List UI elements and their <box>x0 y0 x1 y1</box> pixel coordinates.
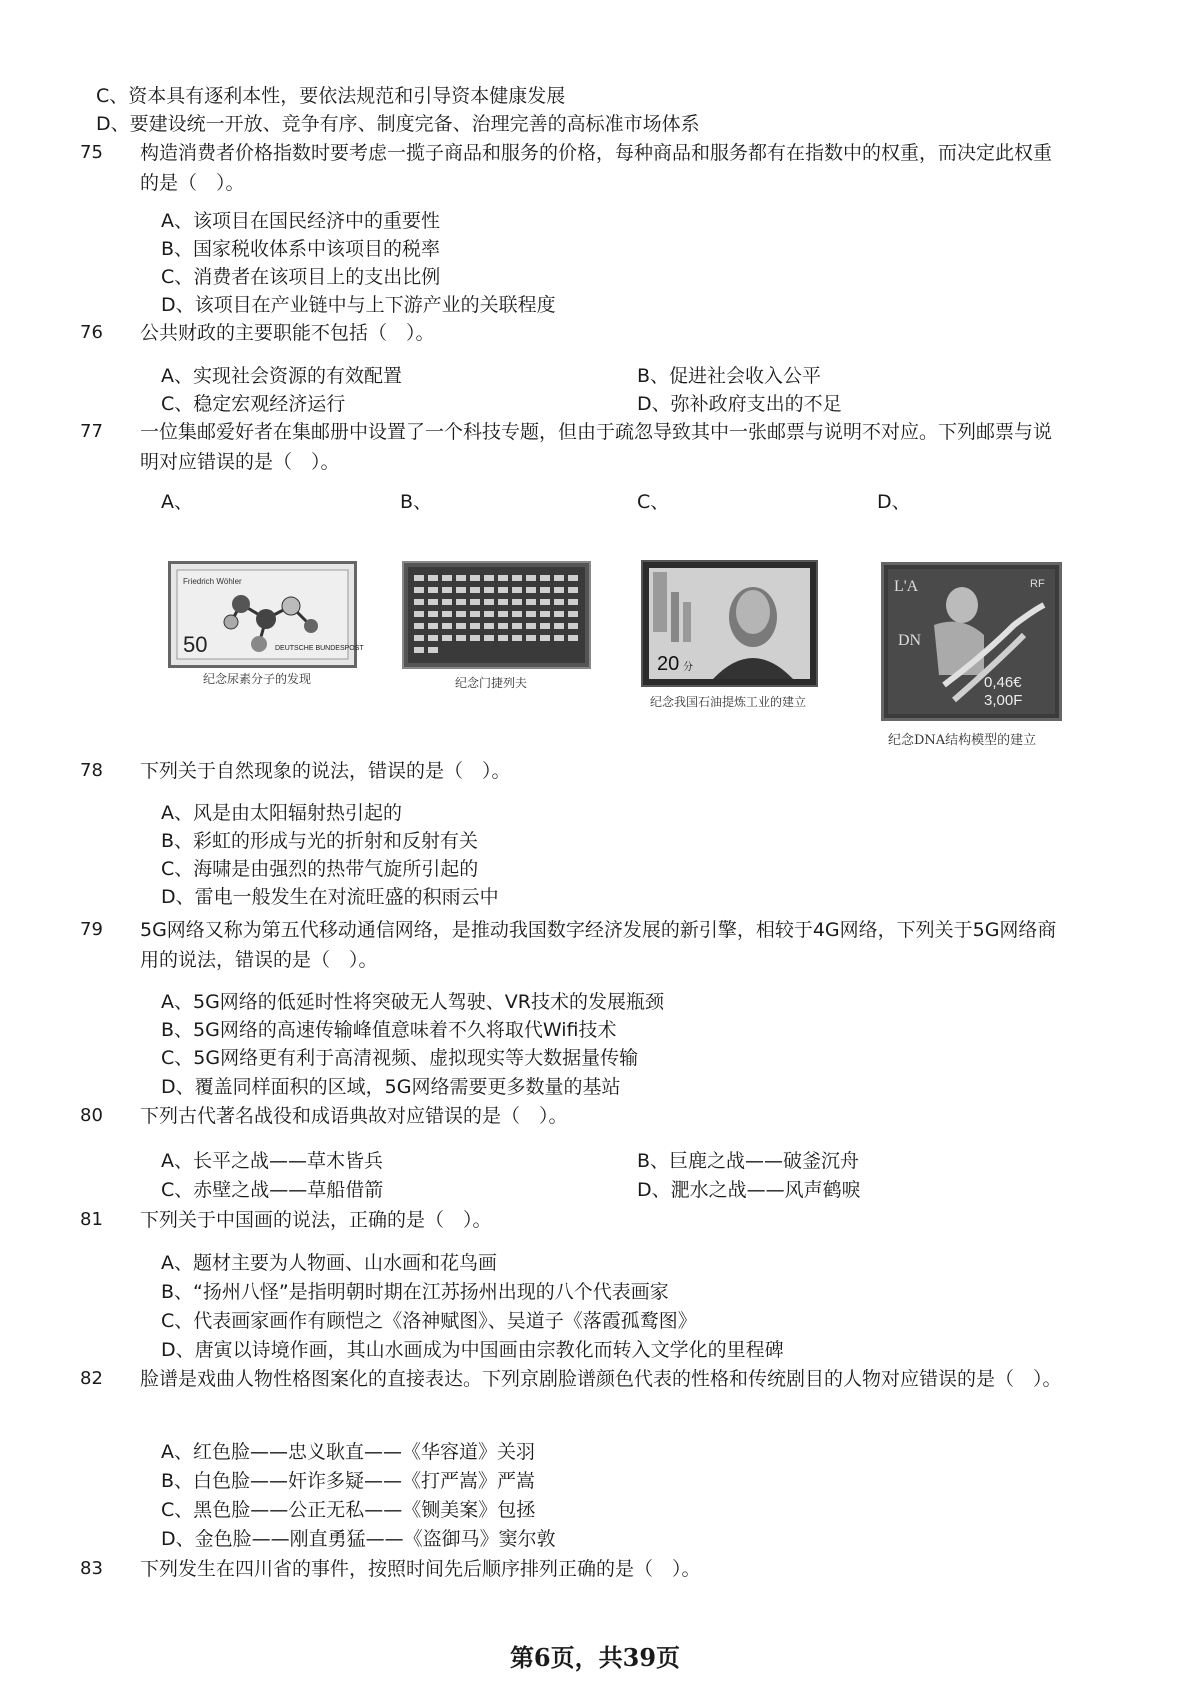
stamp-label-b: B、 <box>400 491 433 513</box>
stamp-d-text-mid: DN <box>898 632 922 649</box>
question-76-option-c: C、稳定宏观经济运行 <box>161 393 346 415</box>
question-80-option-a: A、长平之战——草木皆兵 <box>161 1150 383 1172</box>
question-81-option-a: A、题材主要为人物画、山水画和花鸟画 <box>161 1252 497 1274</box>
question-82-number: 82 <box>80 1368 103 1389</box>
stamp-label-d: D、 <box>877 491 911 513</box>
question-79-option-b: B、5G网络的高速传输峰值意味着不久将取代Wifi技术 <box>161 1019 617 1041</box>
question-77-stem: 一位集邮爱好者在集邮册中设置了一个科技专题，但由于疏忽导致其中一张邮票与说明不对应。下列邮票与说明对应错误的是（ ）。 <box>140 421 1053 473</box>
stamp-label-a: A、 <box>161 491 193 513</box>
stamp-a-country: DEUTSCHE BUNDESPOST <box>275 645 364 652</box>
stamp-label-c: C、 <box>637 491 670 513</box>
caption-c: 纪念我国石油提炼工业的建立 <box>650 695 807 709</box>
stamp-c-unit: 分 <box>683 662 693 673</box>
question-80-option-d: D、淝水之战——风声鹤唳 <box>637 1179 861 1201</box>
question-75-option-c: C、消费者在该项目上的支出比例 <box>161 266 441 288</box>
carryover-option-c: C、资本具有逐利本性，要依法规范和引导资本健康发展 <box>96 85 566 107</box>
caption-a: 纪念尿素分子的发现 <box>203 672 312 686</box>
stamp-c-petroleum <box>641 560 818 687</box>
question-82-stem: 脸谱是戏曲人物性格图案化的直接表达。下列京剧脸谱颜色代表的性格和传统剧目的人物对应错误的是（ ）。 <box>140 1368 1062 1390</box>
carryover-option-d: D、要建设统一开放、竞争有序、制度完备、治理完善的高标准市场体系 <box>96 113 700 135</box>
stamp-c-value: 20 <box>657 653 680 675</box>
question-78-option-a: A、风是由太阳辐射热引起的 <box>161 802 402 824</box>
stamp-a-name: Friedrich Wöhler <box>183 577 242 586</box>
question-76-number: 76 <box>80 322 103 343</box>
question-82-option-c: C、黑色脸——公正无私——《铡美案》包拯 <box>161 1499 536 1521</box>
stamp-a-urea <box>168 561 364 668</box>
question-76-option-d: D、弥补政府支出的不足 <box>637 393 842 415</box>
question-75-option-a: A、该项目在国民经济中的重要性 <box>161 210 440 232</box>
question-82-option-b: B、白色脸——奸诈多疑——《打严嵩》严嵩 <box>161 1470 536 1492</box>
question-81-option-c: C、代表画家画作有顾恺之《洛神赋图》、吴道子《落霞孤鹜图》 <box>161 1310 697 1332</box>
question-79-option-c: C、5G网络更有利于高清视频、虚拟现实等大数据量传输 <box>161 1047 639 1069</box>
question-81-option-d: D、唐寅以诗境作画，其山水画成为中国画由宗教化而转入文学化的里程碑 <box>161 1339 784 1361</box>
periodic-table-image <box>404 563 589 667</box>
question-76-option-a: A、实现社会资源的有效配置 <box>161 365 402 387</box>
question-82-option-d: D、金色脸——刚直勇猛——《盗御马》窦尔敦 <box>161 1528 556 1550</box>
question-79-number: 79 <box>80 919 103 940</box>
question-81-option-b: B、“扬州八怪”是指明朝时期在江苏扬州出现的八个代表画家 <box>161 1281 669 1303</box>
question-78-option-d: D、雷电一般发生在对流旺盛的积雨云中 <box>161 886 499 908</box>
caption-b: 纪念门捷列夫 <box>455 676 528 690</box>
stamp-d-text-top: L'A <box>894 578 919 595</box>
question-78-number: 78 <box>80 760 103 781</box>
question-80-option-b: B、巨鹿之战——破釜沉舟 <box>637 1150 860 1172</box>
question-76-option-b: B、促进社会收入公平 <box>637 365 822 387</box>
question-77-number: 77 <box>80 421 103 442</box>
stamp-a-value: 50 <box>183 632 208 657</box>
question-83-number: 83 <box>80 1558 103 1579</box>
question-78-option-c: C、海啸是由强烈的热带气旋所引起的 <box>161 858 479 880</box>
stamp-b-mendeleev <box>402 561 591 669</box>
portrait-image <box>643 562 816 685</box>
stamp-d-rf: RF <box>1030 578 1045 590</box>
question-79-stem: 5G网络又称为第五代移动通信网络，是推动我国数字经济发展的新引擎，相较于4G网络，下列关于5G网络商用的说法，错误的是（ ）。 <box>140 919 1057 971</box>
urea-molecule-image <box>171 564 364 665</box>
caption-d: 纪念DNA结构模型的建立 <box>888 733 1037 748</box>
question-83-stem: 下列发生在四川省的事件，按照时间先后顺序排列正确的是（ ）。 <box>140 1558 701 1580</box>
question-75-stem: 构造消费者价格指数时要考虑一揽子商品和服务的价格，每种商品和服务都有在指数中的权重，而决定此权重的是（ ）。 <box>140 142 1053 194</box>
question-81-number: 81 <box>80 1209 103 1230</box>
stamp-d-value-1: 0,46€ <box>984 674 1022 691</box>
stamp-d-value-2: 3,00F <box>984 692 1023 709</box>
question-79-option-d: D、覆盖同样面积的区域，5G网络需要更多数量的基站 <box>161 1076 621 1098</box>
question-80-number: 80 <box>80 1105 103 1126</box>
question-80-stem: 下列古代著名战役和成语典故对应错误的是（ ）。 <box>140 1105 568 1127</box>
question-75-number: 75 <box>80 142 103 163</box>
dna-helix-image <box>884 565 1059 718</box>
question-75-option-d: D、该项目在产业链中与上下游产业的关联程度 <box>161 294 556 316</box>
page-footer: 第6页，共39页 <box>509 1643 681 1672</box>
question-81-stem: 下列关于中国画的说法，正确的是（ ）。 <box>140 1209 492 1231</box>
question-82-option-a: A、红色脸——忠义耿直——《华容道》关羽 <box>161 1441 535 1463</box>
question-80-option-c: C、赤壁之战——草船借箭 <box>161 1179 384 1201</box>
question-79-option-a: A、5G网络的低延时性将突破无人驾驶、VR技术的发展瓶颈 <box>161 991 665 1013</box>
stamp-d-dna <box>881 562 1062 721</box>
question-78-stem: 下列关于自然现象的说法，错误的是（ ）。 <box>140 760 511 782</box>
question-78-option-b: B、彩虹的形成与光的折射和反射有关 <box>161 830 479 852</box>
question-76-stem: 公共财政的主要职能不包括（ ）。 <box>140 322 435 344</box>
question-75-option-b: B、国家税收体系中该项目的税率 <box>161 238 441 260</box>
